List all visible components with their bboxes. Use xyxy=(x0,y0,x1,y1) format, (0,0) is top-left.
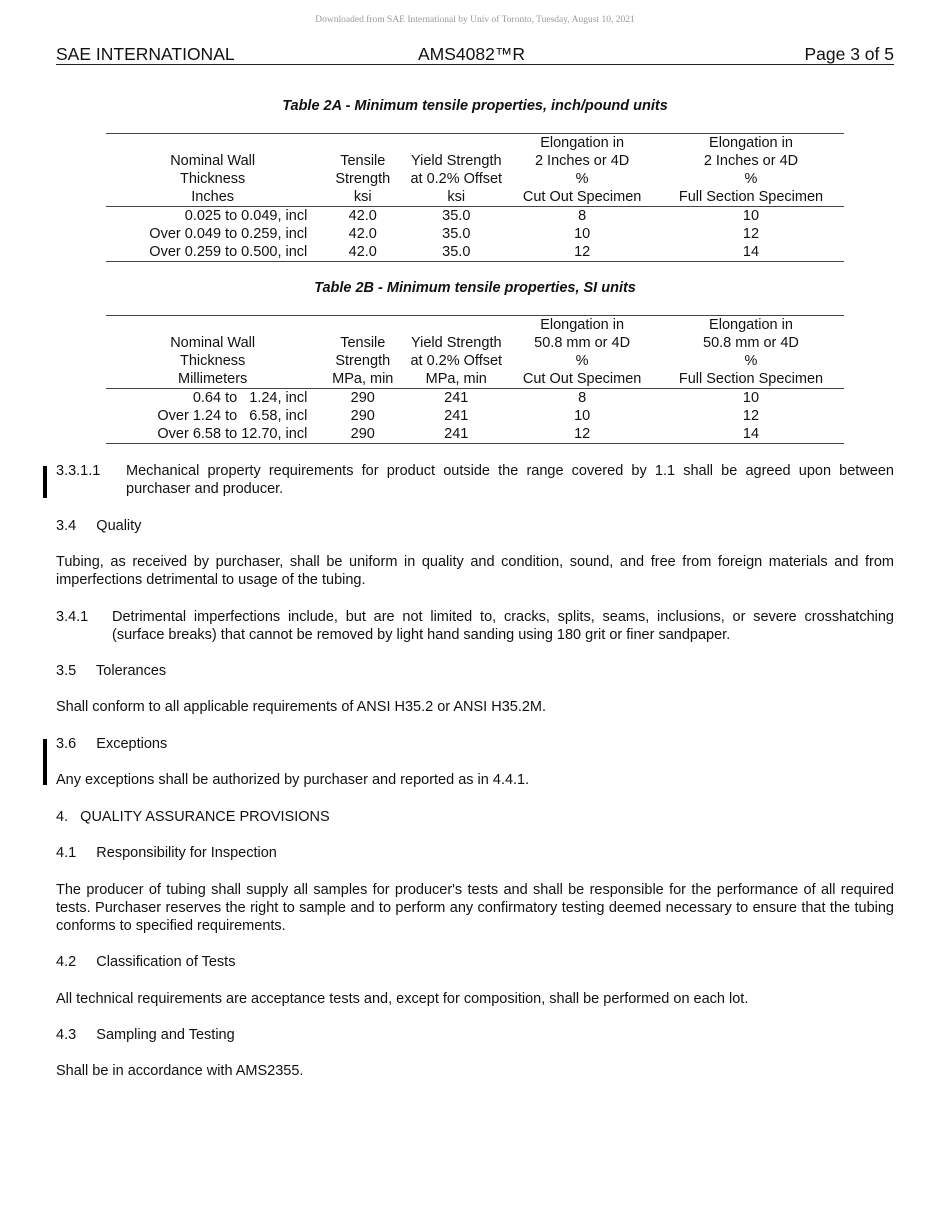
table-header-cell: Strength xyxy=(335,353,391,369)
table-header-cell xyxy=(406,316,506,335)
section-heading: 4.3 Sampling and Testing xyxy=(56,1027,235,1043)
section-heading: 4. QUALITY ASSURANCE PROVISIONS xyxy=(56,809,330,825)
table-cell: 0.64 to 1.24, incl xyxy=(192,390,308,406)
table-header-cell: 2 Inches or 4D xyxy=(534,153,630,169)
table-cell: 8 xyxy=(578,208,587,224)
table-cell: Over 1.24 to 6.58, incl xyxy=(157,408,308,424)
table-header-cell xyxy=(319,316,406,335)
table-row xyxy=(106,389,844,408)
section-4-2-text: All technical requirements are acceptance tests and, except for composition, shall be performed on each lot. xyxy=(56,991,749,1007)
table-cell: 12 xyxy=(506,425,658,444)
table-row xyxy=(106,207,844,226)
table-row xyxy=(106,407,844,425)
table-header-cell: Cut Out Specimen xyxy=(506,370,658,389)
table-header-cell: % xyxy=(575,353,589,369)
table-header-cell: Yield Strength xyxy=(410,335,502,351)
table-header-cell: Thickness xyxy=(180,353,246,369)
table-cell: 12 xyxy=(742,226,760,242)
table-header-cell: MPa, min xyxy=(319,370,406,389)
table-cell: Over 6.58 to 12.70, incl xyxy=(106,425,319,444)
section-4-3-text: Shall be in accordance with AMS2355. xyxy=(56,1063,304,1079)
table-header-cell: Nominal Wall xyxy=(170,335,256,351)
table-header-cell xyxy=(106,316,319,335)
section-heading: 3.6 Exceptions xyxy=(56,736,168,752)
revision-change-bar xyxy=(43,466,47,498)
table-2a-title: Table 2A - Minimum tensile properties, inch/pound units xyxy=(282,98,668,114)
section-4-1-text: The producer of tubing shall supply all samples for producer's tests and shall be responsible for the performance of all required tests. Purchaser reserves the right to sample and to perform any confirmatory testing deemed necessary to ensure that the tubing conforms to specified requirements. xyxy=(56,882,894,934)
table-cell: 10 xyxy=(742,390,760,406)
table-cell: 42.0 xyxy=(348,226,377,242)
table-row xyxy=(106,243,844,262)
table-cell: 8 xyxy=(578,390,587,406)
table-cell: Over 0.259 to 0.500, incl xyxy=(106,243,319,262)
table-header-cell: 50.8 mm or 4D xyxy=(534,335,631,351)
table-cell: 12 xyxy=(742,408,760,424)
table-header-cell: at 0.2% Offset xyxy=(410,171,503,187)
section-3-5-text: Shall conform to all applicable requirements of ANSI H35.2 or ANSI H35.2M. xyxy=(56,699,547,715)
table-header-cell: Full Section Specimen xyxy=(658,370,844,389)
table-header-cell: Nominal Wall xyxy=(170,153,256,169)
table-cell: 290 xyxy=(319,425,406,444)
org-name: SAE INTERNATIONAL xyxy=(56,44,235,64)
table-cell: 35.0 xyxy=(442,226,471,242)
table-cell: 0.025 to 0.049, incl xyxy=(184,208,308,224)
section-number: 3.3.1.1 xyxy=(56,463,101,479)
table-header-cell: % xyxy=(575,171,589,187)
section-3-3-1-1-text: Mechanical property requirements for product outside the range covered by 1.1 shall be agreed upon between purchaser and producer. xyxy=(126,463,894,497)
table-header-cell: Tensile xyxy=(340,335,386,351)
table-header-cell: Yield Strength xyxy=(410,153,502,169)
table-header-cell: Millimeters xyxy=(106,370,319,389)
section-heading: 4.1 Responsibility for Inspection xyxy=(56,845,277,861)
table-cell: 241 xyxy=(444,390,469,406)
table-cell: 14 xyxy=(658,243,844,262)
table-cell: 12 xyxy=(506,243,658,262)
table-cell: 42.0 xyxy=(348,208,377,224)
table-row xyxy=(106,225,844,243)
table-cell: 241 xyxy=(444,408,469,424)
table-header-cell: % xyxy=(744,171,758,187)
table-cell: 14 xyxy=(658,425,844,444)
table-header-cell: ksi xyxy=(406,188,506,207)
table-cell: 10 xyxy=(574,408,591,424)
table-header-cell: Inches xyxy=(106,188,319,207)
table-header-cell: Elongation in xyxy=(506,316,658,335)
table-header-cell: Full Section Specimen xyxy=(658,188,844,207)
table-cell: 290 xyxy=(350,408,375,424)
table-cell: 10 xyxy=(742,208,760,224)
page-number: Page 3 of 5 xyxy=(804,44,894,64)
table-cell: 241 xyxy=(406,425,506,444)
page-header xyxy=(56,43,894,65)
table-header-cell xyxy=(106,134,319,153)
section-3-4-1-text: Detrimental imperfections include, but are not limited to, cracks, splits, seams, inclusions, or severe crosshatching (surface breaks) that cannot be removed by light hand sanding using 180 grit or finer sandpaper. xyxy=(112,609,894,643)
table-2a xyxy=(106,133,844,262)
revision-change-bar xyxy=(43,739,47,785)
section-heading: 3.5 Tolerances xyxy=(56,663,167,679)
document-number: AMS4082™R xyxy=(418,44,525,64)
table-header-cell: Elongation in xyxy=(658,134,844,153)
table-header-cell: MPa, min xyxy=(406,370,506,389)
table-header-cell: ksi xyxy=(319,188,406,207)
table-header-cell: Strength xyxy=(335,171,391,187)
section-number: 3.4.1 xyxy=(56,609,89,625)
table-header-cell xyxy=(319,134,406,153)
table-cell: Over 0.049 to 0.259, incl xyxy=(149,226,308,242)
table-header-cell xyxy=(406,134,506,153)
table-cell: 10 xyxy=(574,226,591,242)
table-header-cell: Thickness xyxy=(180,171,246,187)
section-3-4-text: Tubing, as received by purchaser, shall be uniform in quality and condition, sound, and free from foreign materials and from imperfections detrimental to usage of the tubing. xyxy=(56,554,894,588)
table-header-cell: at 0.2% Offset xyxy=(410,353,503,369)
download-watermark: Downloaded from SAE International by Univ of Toronto, Tuesday, August 10, 2021 xyxy=(315,15,635,25)
table-2b xyxy=(106,315,844,444)
table-2b-title: Table 2B - Minimum tensile properties, SI units xyxy=(314,280,636,296)
section-heading: 4.2 Classification of Tests xyxy=(56,954,236,970)
table-row xyxy=(106,425,844,444)
table-header-cell: % xyxy=(744,353,758,369)
table-cell: 35.0 xyxy=(406,243,506,262)
table-header-cell: Tensile xyxy=(340,153,386,169)
table-cell: 35.0 xyxy=(442,208,471,224)
table-header-cell: Elongation in xyxy=(658,316,844,335)
table-header-cell: 2 Inches or 4D xyxy=(703,153,799,169)
section-heading: 3.4 Quality xyxy=(56,518,142,534)
table-cell: 290 xyxy=(350,390,375,406)
section-3-6-text: Any exceptions shall be authorized by purchaser and reported as in 4.4.1. xyxy=(56,772,530,788)
table-header-cell: Elongation in xyxy=(506,134,658,153)
table-header-cell: 50.8 mm or 4D xyxy=(703,335,799,351)
table-header-cell: Cut Out Specimen xyxy=(506,188,658,207)
table-cell: 42.0 xyxy=(319,243,406,262)
